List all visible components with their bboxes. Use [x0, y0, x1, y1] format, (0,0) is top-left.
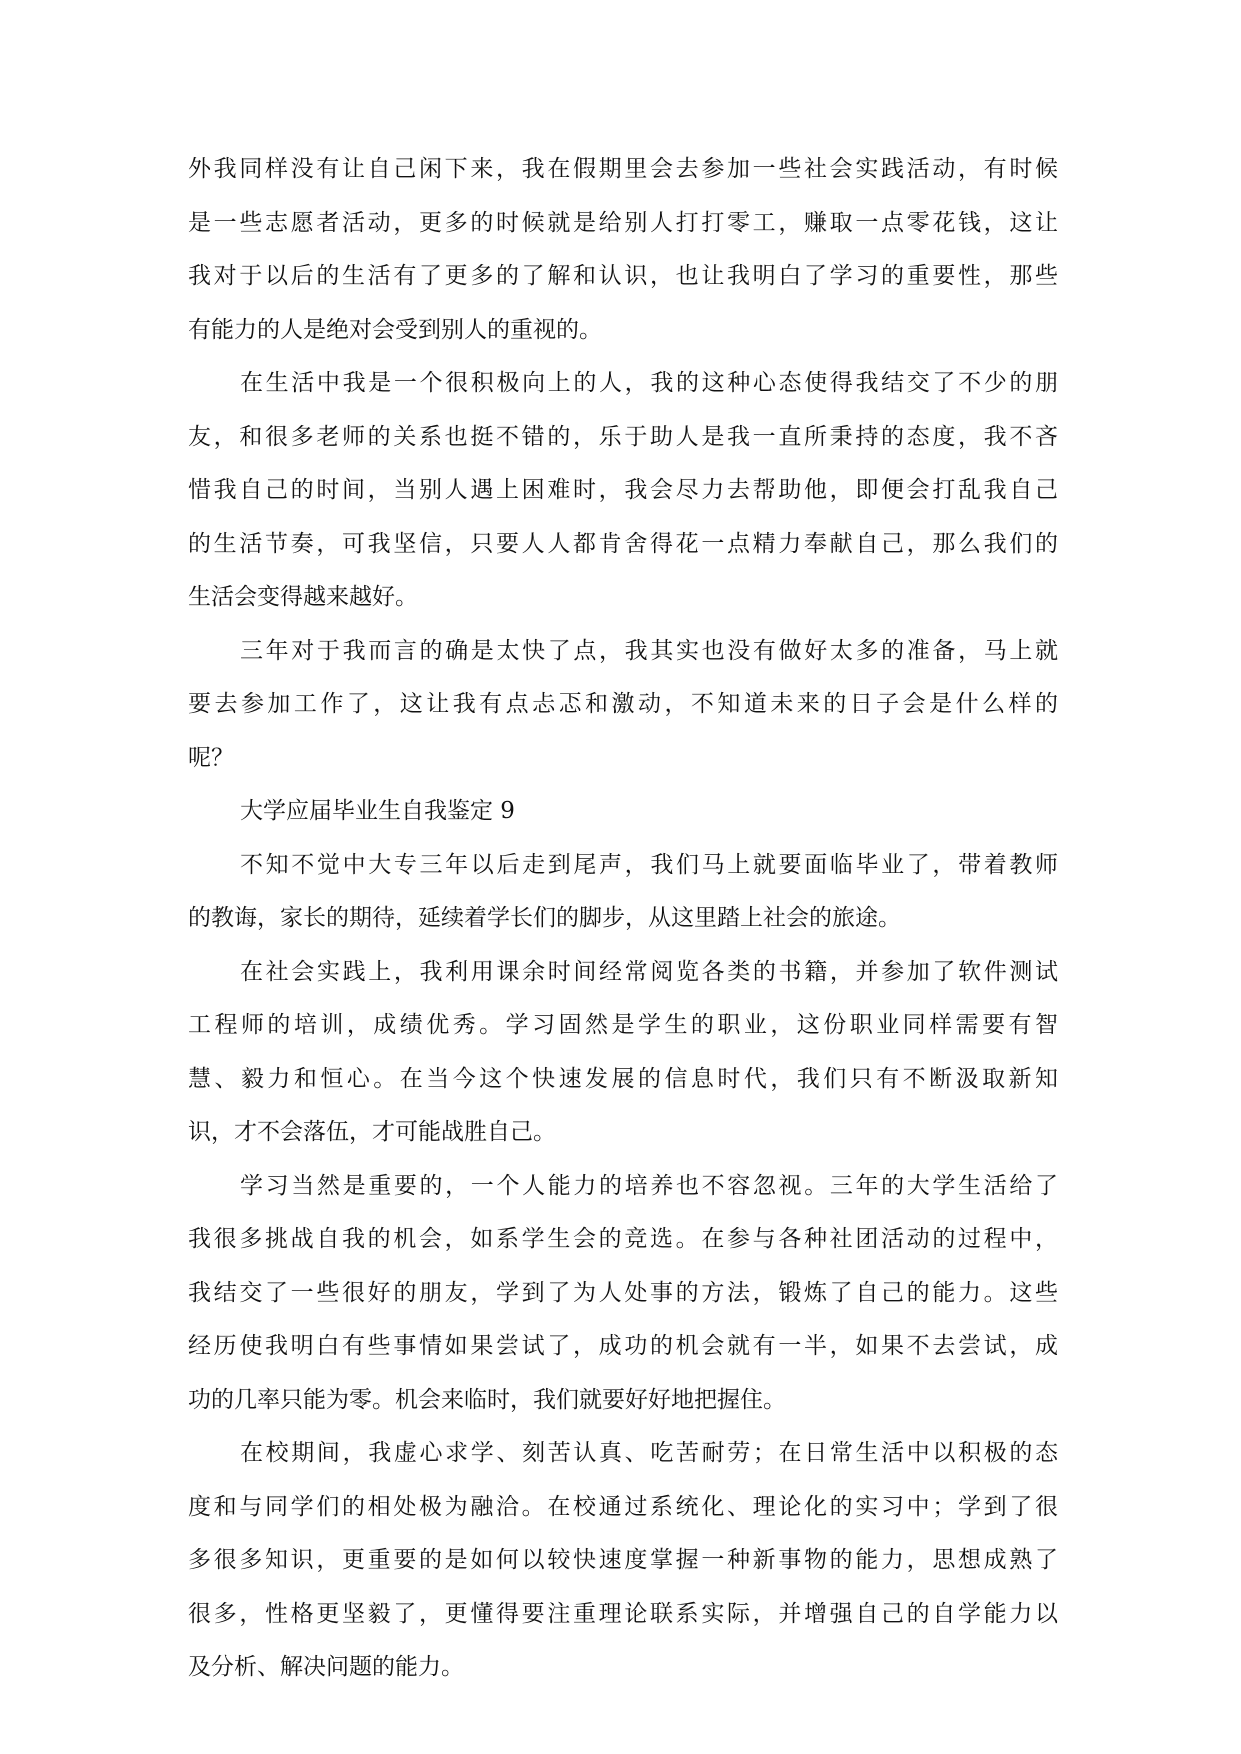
- text-line: 在校期间，我虚心求学、刻苦认真、吃苦耐劳；在日常生活中以积极的态: [240, 1440, 1058, 1466]
- text-line: 是一些志愿者活动，更多的时候就是给别人打打零工，赚取一点零花钱，这让: [188, 209, 1058, 236]
- text-line: 在生活中我是一个很积极向上的人，我的这种心态使得我结交了不少的朋: [240, 370, 1058, 396]
- text-line: 学习当然是重要的，一个人能力的培养也不容忽视。三年的大学生活给了: [240, 1172, 1058, 1199]
- text-line: 很多，性格更坚毅了，更懂得要注重理论联系实际，并增强自己的自学能力以: [188, 1600, 1058, 1627]
- text-line: 外我同样没有让自己闲下来，我在假期里会去参加一些社会实践活动，有时候: [188, 156, 1058, 182]
- text-line: 的教诲，家长的期待，延续着学长们的脚步，从这里踏上社会的旅途。: [188, 905, 901, 931]
- text-line: 惜我自己的时间，当别人遇上困难时，我会尽力去帮助他，即便会打乱我自己: [188, 477, 1058, 503]
- text-line: 我很多挑战自我的机会，如系学生会的竞选。在参与各种社团活动的过程中，: [188, 1226, 1058, 1252]
- text-line: 及分析、解决问题的能力。: [188, 1654, 464, 1680]
- text-line: 功的几率只能为零。机会来临时，我们就要好好地把握住。: [188, 1386, 786, 1413]
- text-line: 三年对于我而言的确是太快了点，我其实也没有做好太多的准备，马上就: [240, 637, 1058, 664]
- text-line: 度和与同学们的相处极为融洽。在校通过系统化、理论化的实习中；学到了很: [188, 1493, 1058, 1520]
- text-line: 多很多知识，更重要的是如何以较快速度掌握一种新事物的能力，思想成熟了: [188, 1547, 1058, 1573]
- text-line: 友，和很多老师的关系也挺不错的，乐于助人是我一直所秉持的态度，我不吝: [188, 423, 1058, 450]
- text-line: 工程师的培训，成绩优秀。学习固然是学生的职业，这份职业同样需要有智: [188, 1012, 1058, 1038]
- text-line: 要去参加工作了，这让我有点忐忑和激动，不知道未来的日子会是什么样的: [188, 691, 1058, 717]
- text-line: 我结交了一些很好的朋友，学到了为人处事的方法，锻炼了自己的能力。这些: [188, 1279, 1058, 1306]
- text-line: 生活会变得越来越好。: [188, 584, 418, 610]
- text-line: 在社会实践上，我利用课余时间经常阅览各类的书籍，并参加了软件测试: [240, 958, 1058, 985]
- text-line: 的生活节奏，可我坚信，只要人人都肯舍得花一点精力奉献自己，那么我们的: [188, 530, 1058, 557]
- paragraph: [188, 839, 1058, 946]
- document-body: [188, 143, 1058, 1695]
- text-line: 我对于以后的生活有了更多的了解和认识，也让我明白了学习的重要性，那些: [188, 263, 1058, 289]
- section-heading: [188, 785, 1058, 839]
- text-line: 经历使我明白有些事情如果尝试了，成功的机会就有一半，如果不去尝试，成: [188, 1333, 1058, 1359]
- paragraph: [188, 357, 1058, 625]
- paragraph: [188, 625, 1058, 786]
- text-line: 不知不觉中大专三年以后走到尾声，我们马上就要面临毕业了，带着教师: [240, 851, 1058, 878]
- text-line: 识，才不会落伍，才可能战胜自己。: [188, 1119, 556, 1145]
- text-line: 慧、毅力和恒心。在当今这个快速发展的信息时代，我们只有不断汲取新知: [188, 1065, 1058, 1092]
- paragraph: [188, 946, 1058, 1160]
- heading-text: 大学应届毕业生自我鉴定 9: [240, 798, 515, 824]
- text-line: 呢？: [188, 744, 234, 771]
- paragraph: [188, 1160, 1058, 1428]
- text-line: 有能力的人是绝对会受到别人的重视的。: [188, 316, 602, 343]
- paragraph: [188, 1427, 1058, 1695]
- paragraph: [188, 143, 1058, 357]
